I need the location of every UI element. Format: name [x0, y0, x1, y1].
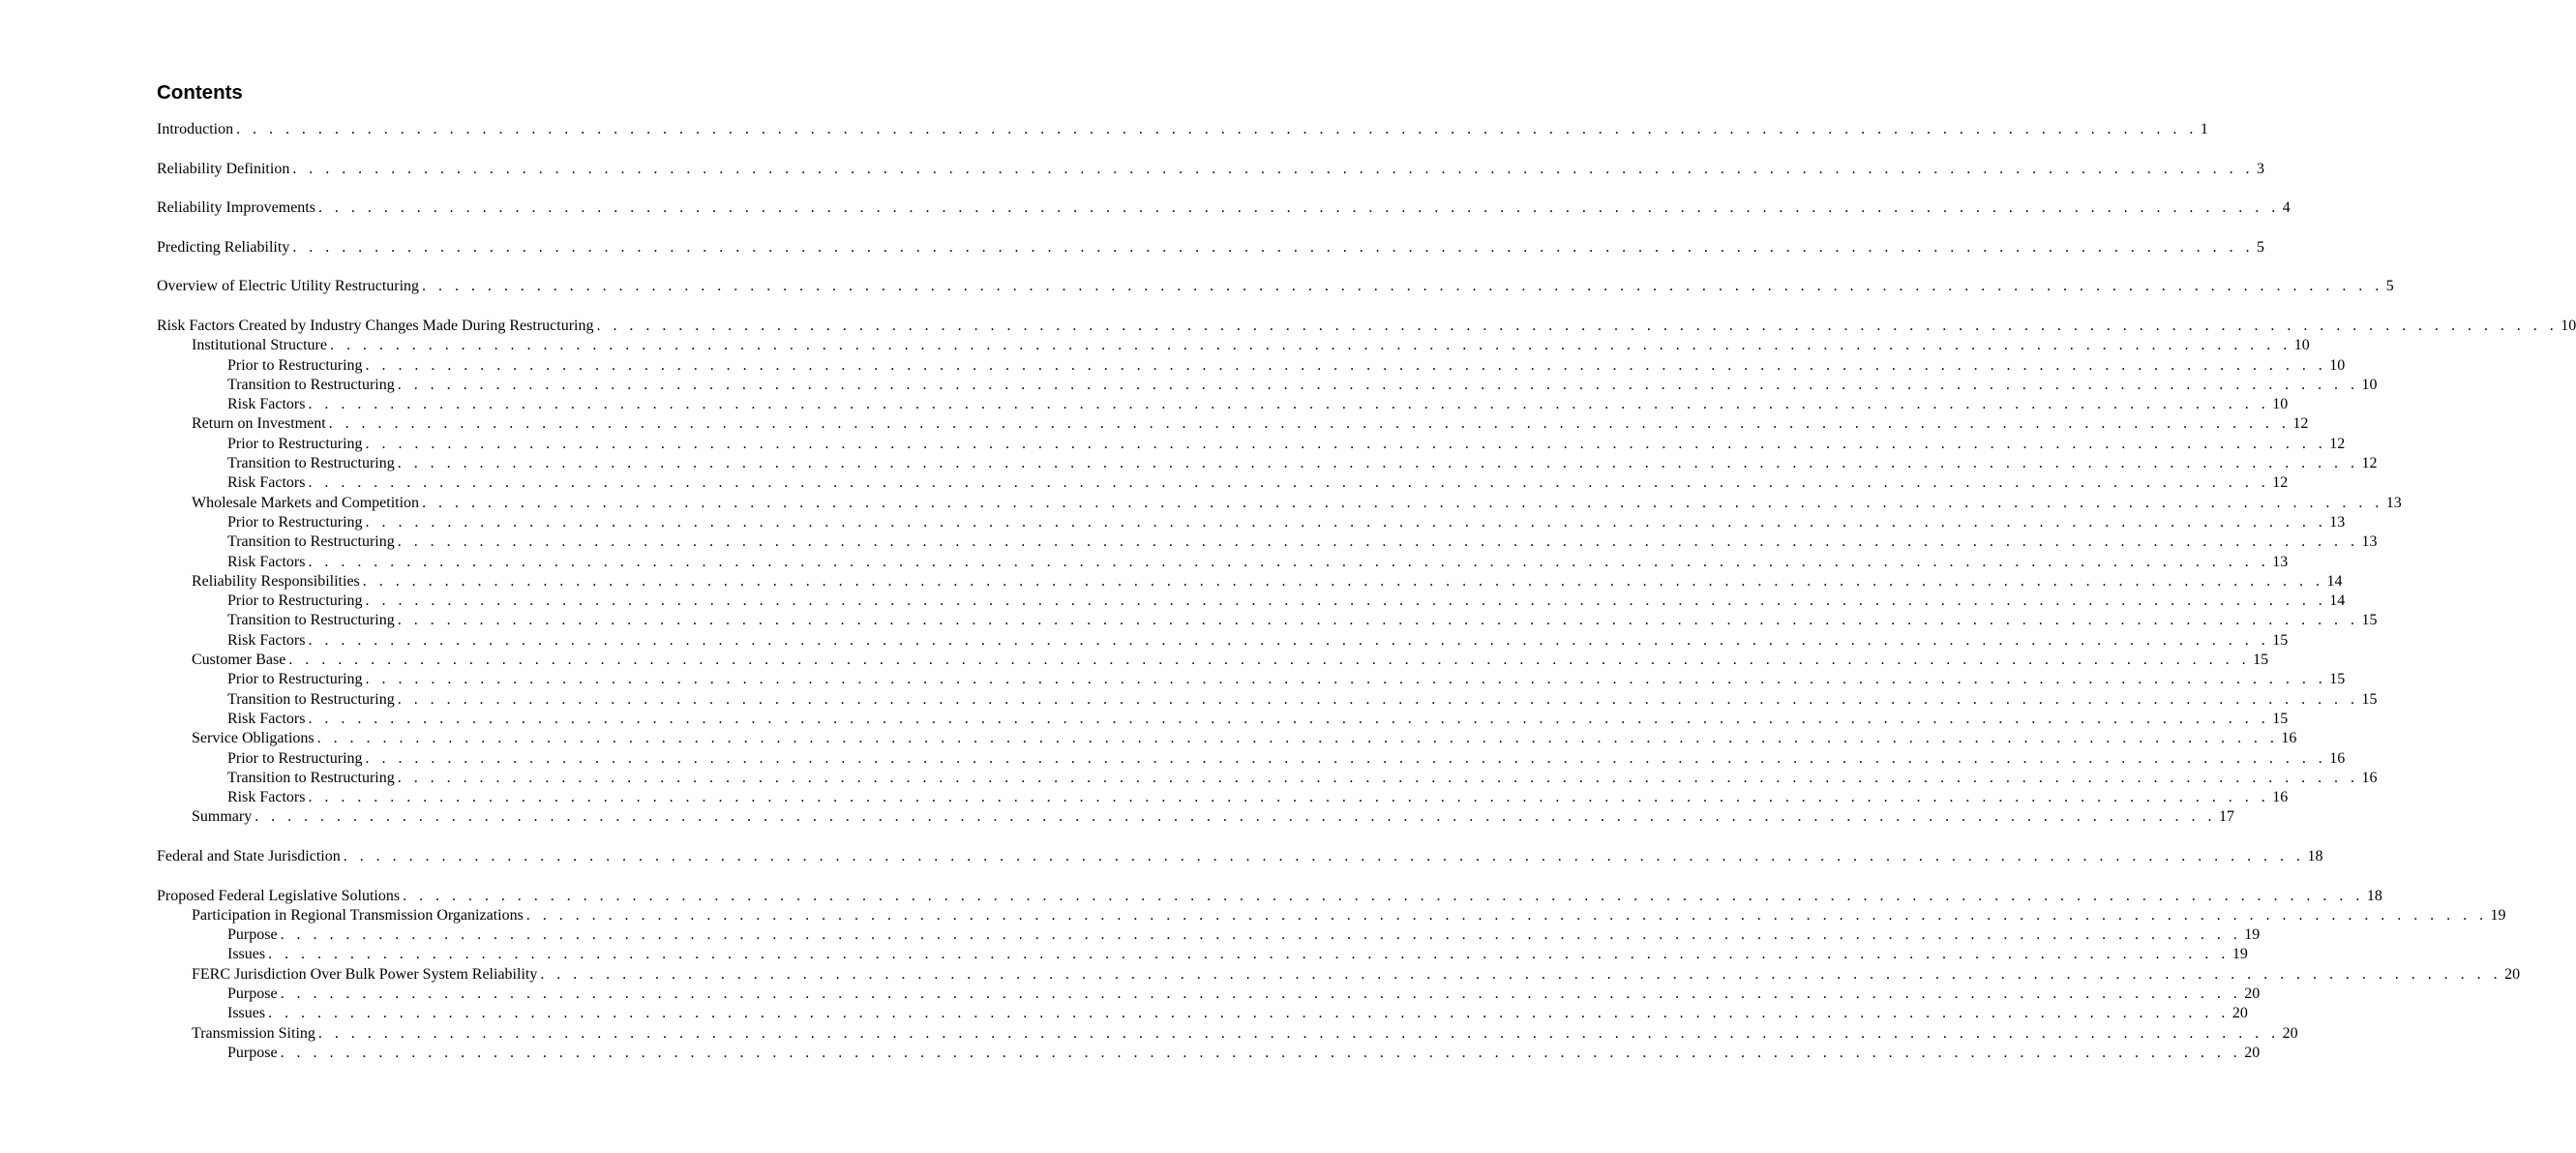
dot-leader: . . . . . . . . . . . . . . . . . . . . . . . . . . . . . . . . . . . . . . . . . . . . . . . . . . . . . . . . . . . . . . . . . . . . . . . . . . . . . . . . . . . . . . . . . . . . . . . . . . . . . . . . . . . . . . . . . . . . . . . . [397, 690, 2359, 708]
toc-entry [157, 198, 2291, 218]
toc-entry-page-number: 15 [2361, 612, 2378, 629]
dot-leader: . . . . . . . . . . . . . . . . . . . . . . . . . . . . . . . . . . . . . . . . . . . . . . . . . . . . . . . . . . . . . . . . . . . . . . . . . . . . . . . . . . . . . . . . . . . . . . . . . . . . . . . . . . . . . . . . . . . . . . . . [288, 652, 2251, 669]
toc-entry-title: Transmission Siting [192, 1024, 315, 1042]
toc-entry-title: Issues [227, 1005, 266, 1022]
toc-entry-title: Transition to Restructuring [227, 612, 395, 629]
dot-leader: . . . . . . . . . . . . . . . . . . . . . . . . . . . . . . . . . . . . . . . . . . . . . . . . . . . . . . . . . . . . . . . . . . . . . . . . . . . . . . . . . . . . . . . . . . . . . . . . . . . . . . . . . . . . . . . . . . . . . . . . [403, 887, 2364, 904]
toc-entry-page-number: 20 [2504, 965, 2521, 983]
toc-entry-page-number: 13 [2272, 553, 2289, 570]
toc-entry-title: Transition to Restructuring [227, 690, 395, 708]
toc-entry [157, 945, 2248, 964]
dot-leader: . . . . . . . . . . . . . . . . . . . . . . . . . . . . . . . . . . . . . . . . . . . . . . . . . . . . . . . . . . . . . . . . . . . . . . . . . . . . . . . . . . . . . . . . . . . . . . . . . . . . . . . . . . . . . . . . . . . . . . . . [365, 749, 2327, 767]
dot-leader: . . . . . . . . . . . . . . . . . . . . . . . . . . . . . . . . . . . . . . . . . . . . . . . . . . . . . . . . . . . . . . . . . . . . . . . . . . . . . . . . . . . . . . . . . . . . . . . . . . . . . . . . . . . . . . . . . . . . . . . . [365, 513, 2327, 531]
toc-entry-title: Purpose [227, 926, 278, 944]
toc-entry [157, 769, 2378, 788]
dot-leader: . . . . . . . . . . . . . . . . . . . . . . . . . . . . . . . . . . . . . . . . . . . . . . . . . . . . . . . . . . . . . . . . . . . . . . . . . . . . . . . . . . . . . . . . . . . . . . . . . . . . . . . . . . . . . . . . . . . . . . . . [308, 710, 2270, 727]
toc-entry-page-number: 19 [2490, 906, 2506, 924]
dot-leader: . . . . . . . . . . . . . . . . . . . . . . . . . . . . . . . . . . . . . . . . . . . . . . . . . . . . . . . . . . . . . . . . . . . . . . . . . . . . . . . . . . . . . . . . . . . . . . . . . . . . . . . . . . . . . . . . . . . . . . . . [596, 317, 2559, 334]
toc-entry-page-number: 17 [2218, 808, 2234, 826]
toc-entry-page-number: 13 [2385, 494, 2402, 511]
toc-entry-title: Purpose [227, 986, 278, 1003]
toc-entry [157, 414, 2309, 434]
toc-entry-title: Risk Factors [227, 396, 306, 413]
toc-entry-title: FERC Jurisdiction Over Bulk Power System Reliability [192, 965, 538, 983]
dot-leader: . . . . . . . . . . . . . . . . . . . . . . . . . . . . . . . . . . . . . . . . . . . . . . . . . . . . . . . . . . . . . . . . . . . . . . . . . . . . . . . . . . . . . . . . . . . . . . . . . . . . . . . . . . . . . . . . . . . . . . . . [397, 769, 2359, 786]
toc-entry-title: Risk Factors [227, 710, 306, 727]
dot-leader: . . . . . . . . . . . . . . . . . . . . . . . . . . . . . . . . . . . . . . . . . . . . . . . . . . . . . . . . . . . . . . . . . . . . . . . . . . . . . . . . . . . . . . . . . . . . . . . . . . . . . . . . . . . . . . . . . . . . . . . . [343, 847, 2305, 865]
toc-entry-title: Customer Base [192, 652, 286, 669]
toc-entry [157, 435, 2346, 454]
toc-entry-title: Return on Investment [192, 415, 326, 433]
toc-entry-page-number: 10 [2293, 337, 2310, 354]
dot-leader: . . . . . . . . . . . . . . . . . . . . . . . . . . . . . . . . . . . . . . . . . . . . . . . . . . . . . . . . . . . . . . . . . . . . . . . . . . . . . . . . . . . . . . . . . . . . . . . . . . . . . . . . . . . . . . . . . . . . . . . . [365, 671, 2327, 688]
contents-heading: Contents [157, 81, 243, 104]
toc-entry-page-number: 5 [2257, 238, 2265, 256]
toc-entry-page-number: 3 [2257, 160, 2265, 177]
toc-entry-page-number: 16 [2329, 749, 2346, 767]
toc-entry [157, 238, 2265, 258]
toc-entry [157, 454, 2378, 473]
toc-entry-title: Introduction [157, 121, 234, 137]
toc-entry-page-number: 16 [2281, 730, 2297, 747]
toc-entry-page-number: 15 [2272, 631, 2289, 649]
toc-entry-title: Federal and State Jurisdiction [157, 847, 341, 865]
toc-entry [157, 553, 2289, 572]
toc-entry [157, 788, 2289, 807]
dot-leader: . . . . . . . . . . . . . . . . . . . . . . . . . . . . . . . . . . . . . . . . . . . . . . . . . . . . . . . . . . . . . . . . . . . . . . . . . . . . . . . . . . . . . . . . . . . . . . . . . . . . . . . . . . . . . . . . . . . . . . . . [268, 1005, 2230, 1022]
dot-leader: . . . . . . . . . . . . . . . . . . . . . . . . . . . . . . . . . . . . . . . . . . . . . . . . . . . . . . . . . . . . . . . . . . . . . . . . . . . . . . . . . . . . . . . . . . . . . . . . . . . . . . . . . . . . . . . . . . . . . . . . [255, 808, 2216, 826]
dot-leader: . . . . . . . . . . . . . . . . . . . . . . . . . . . . . . . . . . . . . . . . . . . . . . . . . . . . . . . . . . . . . . . . . . . . . . . . . . . . . . . . . . . . . . . . . . . . . . . . . . . . . . . . . . . . . . . . . . . . . . . . [317, 1024, 2280, 1042]
toc-entry [157, 807, 2234, 827]
dot-leader: . . . . . . . . . . . . . . . . . . . . . . . . . . . . . . . . . . . . . . . . . . . . . . . . . . . . . . . . . . . . . . . . . . . . . . . . . . . . . . . . . . . . . . . . . . . . . . . . . . . . . . . . . . . . . . . . . . . . . . . . [540, 965, 2502, 983]
toc-entry [157, 120, 2208, 139]
toc-entry [157, 651, 2269, 670]
toc-entry-title: Transition to Restructuring [227, 533, 395, 551]
toc-entry [157, 847, 2323, 866]
dot-leader: . . . . . . . . . . . . . . . . . . . . . . . . . . . . . . . . . . . . . . . . . . . . . . . . . . . . . . . . . . . . . . . . . . . . . . . . . . . . . . . . . . . . . . . . . . . . . . . . . . . . . . . . . . . . . . . . . . . . . . . . [268, 946, 2230, 963]
toc-entry-page-number: 14 [2329, 592, 2346, 610]
toc-entry [157, 473, 2289, 493]
dot-leader: . . . . . . . . . . . . . . . . . . . . . . . . . . . . . . . . . . . . . . . . . . . . . . . . . . . . . . . . . . . . . . . . . . . . . . . . . . . . . . . . . . . . . . . . . . . . . . . . . . . . . . . . . . . . . . . . . . . . . . . . [397, 612, 2359, 629]
toc-entry-title: Purpose [227, 1044, 278, 1061]
toc-entry [157, 356, 2346, 376]
toc-list [157, 120, 2576, 1063]
toc-entry-page-number: 16 [2272, 789, 2289, 806]
toc-entry-title: Predicting Reliability [157, 238, 290, 256]
toc-entry-title: Risk Factors [227, 474, 306, 492]
dot-leader: . . . . . . . . . . . . . . . . . . . . . . . . . . . . . . . . . . . . . . . . . . . . . . . . . . . . . . . . . . . . . . . . . . . . . . . . . . . . . . . . . . . . . . . . . . . . . . . . . . . . . . . . . . . . . . . . . . . . . . . . [365, 435, 2327, 452]
toc-entry-page-number: 19 [2232, 946, 2248, 963]
toc-entry-page-number: 10 [2561, 317, 2576, 334]
toc-entry [157, 906, 2506, 925]
toc-entry-title: Risk Factors [227, 631, 306, 649]
toc-entry [157, 1044, 2261, 1063]
toc-entry-title: Summary [192, 808, 253, 826]
toc-entry-page-number: 12 [2272, 474, 2289, 492]
toc-entry-title: Reliability Definition [157, 160, 290, 177]
dot-leader: . . . . . . . . . . . . . . . . . . . . . . . . . . . . . . . . . . . . . . . . . . . . . . . . . . . . . . . . . . . . . . . . . . . . . . . . . . . . . . . . . . . . . . . . . . . . . . . . . . . . . . . . . . . . . . . . . . . . . . . . [308, 789, 2270, 806]
toc-entry-page-number: 15 [2253, 652, 2269, 669]
dot-leader: . . . . . . . . . . . . . . . . . . . . . . . . . . . . . . . . . . . . . . . . . . . . . . . . . . . . . . . . . . . . . . . . . . . . . . . . . . . . . . . . . . . . . . . . . . . . . . . . . . . . . . . . . . . . . . . . . . . . . . . . [422, 278, 2383, 295]
toc-entry [157, 1024, 2298, 1044]
toc-entry-page-number: 1 [2200, 121, 2208, 137]
toc-entry-title: Institutional Structure [192, 337, 327, 354]
toc-entry-page-number: 15 [2361, 690, 2378, 708]
dot-leader: . . . . . . . . . . . . . . . . . . . . . . . . . . . . . . . . . . . . . . . . . . . . . . . . . . . . . . . . . . . . . . . . . . . . . . . . . . . . . . . . . . . . . . . . . . . . . . . . . . . . . . . . . . . . . . . . . . . . . . . . [236, 121, 2198, 137]
toc-entry-title: Transition to Restructuring [227, 376, 395, 393]
toc-entry-page-number: 16 [2361, 769, 2378, 786]
toc-entry-page-number: 20 [2282, 1024, 2298, 1042]
toc-entry-page-number: 15 [2272, 710, 2289, 727]
toc-entry-title: Risk Factors [227, 553, 306, 570]
dot-leader: . . . . . . . . . . . . . . . . . . . . . . . . . . . . . . . . . . . . . . . . . . . . . . . . . . . . . . . . . . . . . . . . . . . . . . . . . . . . . . . . . . . . . . . . . . . . . . . . . . . . . . . . . . . . . . . . . . . . . . . . [280, 1044, 2242, 1061]
toc-entry [157, 494, 2402, 513]
toc-entry [157, 965, 2521, 985]
toc-entry [157, 611, 2378, 630]
toc-entry-title: Issues [227, 946, 266, 963]
toc-entry-title: Wholesale Markets and Competition [192, 494, 420, 511]
dot-leader: . . . . . . . . . . . . . . . . . . . . . . . . . . . . . . . . . . . . . . . . . . . . . . . . . . . . . . . . . . . . . . . . . . . . . . . . . . . . . . . . . . . . . . . . . . . . . . . . . . . . . . . . . . . . . . . . . . . . . . . . [308, 474, 2270, 492]
dot-leader: . . . . . . . . . . . . . . . . . . . . . . . . . . . . . . . . . . . . . . . . . . . . . . . . . . . . . . . . . . . . . . . . . . . . . . . . . . . . . . . . . . . . . . . . . . . . . . . . . . . . . . . . . . . . . . . . . . . . . . . . [317, 199, 2280, 217]
toc-entry-title: Risk Factors [227, 789, 306, 806]
toc-entry-page-number: 10 [2329, 356, 2346, 374]
toc-entry [157, 532, 2378, 552]
toc-entry-title: Risk Factors Created by Industry Changes Made During Restructuring [157, 317, 594, 334]
dot-leader: . . . . . . . . . . . . . . . . . . . . . . . . . . . . . . . . . . . . . . . . . . . . . . . . . . . . . . . . . . . . . . . . . . . . . . . . . . . . . . . . . . . . . . . . . . . . . . . . . . . . . . . . . . . . . . . . . . . . . . . . [422, 494, 2383, 511]
toc-entry [157, 395, 2289, 414]
dot-leader: . . . . . . . . . . . . . . . . . . . . . . . . . . . . . . . . . . . . . . . . . . . . . . . . . . . . . . . . . . . . . . . . . . . . . . . . . . . . . . . . . . . . . . . . . . . . . . . . . . . . . . . . . . . . . . . . . . . . . . . . [397, 455, 2359, 472]
toc-entry-page-number: 12 [2361, 455, 2378, 472]
toc-entry [157, 690, 2378, 710]
dot-leader: . . . . . . . . . . . . . . . . . . . . . . . . . . . . . . . . . . . . . . . . . . . . . . . . . . . . . . . . . . . . . . . . . . . . . . . . . . . . . . . . . . . . . . . . . . . . . . . . . . . . . . . . . . . . . . . . . . . . . . . . [308, 396, 2270, 413]
toc-entry [157, 572, 2343, 592]
dot-leader: . . . . . . . . . . . . . . . . . . . . . . . . . . . . . . . . . . . . . . . . . . . . . . . . . . . . . . . . . . . . . . . . . . . . . . . . . . . . . . . . . . . . . . . . . . . . . . . . . . . . . . . . . . . . . . . . . . . . . . . . [308, 631, 2270, 649]
toc-entry-page-number: 10 [2361, 376, 2378, 393]
toc-entry-page-number: 14 [2326, 572, 2343, 590]
toc-entry-title: Transition to Restructuring [227, 455, 395, 472]
toc-entry [157, 729, 2297, 748]
dot-leader: . . . . . . . . . . . . . . . . . . . . . . . . . . . . . . . . . . . . . . . . . . . . . . . . . . . . . . . . . . . . . . . . . . . . . . . . . . . . . . . . . . . . . . . . . . . . . . . . . . . . . . . . . . . . . . . . . . . . . . . . [397, 533, 2359, 551]
toc-entry [157, 1004, 2248, 1023]
toc-entry-page-number: 15 [2329, 671, 2346, 688]
toc-entry-title: Prior to Restructuring [227, 671, 363, 688]
dot-leader: . . . . . . . . . . . . . . . . . . . . . . . . . . . . . . . . . . . . . . . . . . . . . . . . . . . . . . . . . . . . . . . . . . . . . . . . . . . . . . . . . . . . . . . . . . . . . . . . . . . . . . . . . . . . . . . . . . . . . . . . [329, 337, 2291, 354]
toc-entry-title: Prior to Restructuring [227, 592, 363, 610]
dot-leader: . . . . . . . . . . . . . . . . . . . . . . . . . . . . . . . . . . . . . . . . . . . . . . . . . . . . . . . . . . . . . . . . . . . . . . . . . . . . . . . . . . . . . . . . . . . . . . . . . . . . . . . . . . . . . . . . . . . . . . . . [280, 926, 2242, 944]
toc-entry-page-number: 13 [2361, 533, 2378, 551]
toc-entry-page-number: 18 [2307, 847, 2323, 865]
dot-leader: . . . . . . . . . . . . . . . . . . . . . . . . . . . . . . . . . . . . . . . . . . . . . . . . . . . . . . . . . . . . . . . . . . . . . . . . . . . . . . . . . . . . . . . . . . . . . . . . . . . . . . . . . . . . . . . . . . . . . . . . [316, 730, 2279, 747]
dot-leader: . . . . . . . . . . . . . . . . . . . . . . . . . . . . . . . . . . . . . . . . . . . . . . . . . . . . . . . . . . . . . . . . . . . . . . . . . . . . . . . . . . . . . . . . . . . . . . . . . . . . . . . . . . . . . . . . . . . . . . . . [280, 986, 2242, 1003]
toc-entry-page-number: 20 [2244, 986, 2261, 1003]
dot-leader: . . . . . . . . . . . . . . . . . . . . . . . . . . . . . . . . . . . . . . . . . . . . . . . . . . . . . . . . . . . . . . . . . . . . . . . . . . . . . . . . . . . . . . . . . . . . . . . . . . . . . . . . . . . . . . . . . . . . . . . . [365, 592, 2327, 610]
toc-entry-title: Transition to Restructuring [227, 769, 395, 786]
toc-entry-title: Prior to Restructuring [227, 356, 363, 374]
toc-entry-title: Prior to Restructuring [227, 435, 363, 452]
toc-entry-title: Prior to Restructuring [227, 749, 363, 767]
dot-leader: . . . . . . . . . . . . . . . . . . . . . . . . . . . . . . . . . . . . . . . . . . . . . . . . . . . . . . . . . . . . . . . . . . . . . . . . . . . . . . . . . . . . . . . . . . . . . . . . . . . . . . . . . . . . . . . . . . . . . . . . [362, 572, 2324, 590]
toc-entry [157, 670, 2346, 689]
toc-entry [157, 887, 2382, 906]
dot-leader: . . . . . . . . . . . . . . . . . . . . . . . . . . . . . . . . . . . . . . . . . . . . . . . . . . . . . . . . . . . . . . . . . . . . . . . . . . . . . . . . . . . . . . . . . . . . . . . . . . . . . . . . . . . . . . . . . . . . . . . . [365, 356, 2327, 374]
toc-entry [157, 925, 2261, 945]
toc-entry-page-number: 20 [2232, 1005, 2248, 1022]
toc-entry [157, 376, 2378, 395]
toc-entry-page-number: 13 [2329, 513, 2346, 531]
toc-entry-title: Participation in Regional Transmission Organizations [192, 906, 524, 924]
toc-entry-page-number: 19 [2244, 926, 2261, 944]
toc-entry-page-number: 12 [2292, 415, 2309, 433]
toc-entry [157, 710, 2289, 729]
toc-entry [157, 317, 2576, 336]
toc-entry-page-number: 4 [2282, 199, 2291, 217]
toc-entry [157, 592, 2346, 611]
toc-entry-page-number: 10 [2272, 396, 2289, 413]
toc-entry [157, 277, 2394, 296]
toc-entry-page-number: 12 [2329, 435, 2346, 452]
toc-entry-page-number: 18 [2366, 887, 2382, 904]
toc-entry [157, 631, 2289, 651]
dot-leader: . . . . . . . . . . . . . . . . . . . . . . . . . . . . . . . . . . . . . . . . . . . . . . . . . . . . . . . . . . . . . . . . . . . . . . . . . . . . . . . . . . . . . . . . . . . . . . . . . . . . . . . . . . . . . . . . . . . . . . . . [292, 160, 2255, 177]
toc-entry-page-number: 5 [2385, 278, 2394, 295]
toc-entry-title: Overview of Electric Utility Restructuring [157, 278, 420, 295]
toc-entry-page-number: 20 [2244, 1044, 2261, 1061]
dot-leader: . . . . . . . . . . . . . . . . . . . . . . . . . . . . . . . . . . . . . . . . . . . . . . . . . . . . . . . . . . . . . . . . . . . . . . . . . . . . . . . . . . . . . . . . . . . . . . . . . . . . . . . . . . . . . . . . . . . . . . . . [308, 553, 2270, 570]
toc-entry-title: Service Obligations [192, 730, 315, 747]
dot-leader: . . . . . . . . . . . . . . . . . . . . . . . . . . . . . . . . . . . . . . . . . . . . . . . . . . . . . . . . . . . . . . . . . . . . . . . . . . . . . . . . . . . . . . . . . . . . . . . . . . . . . . . . . . . . . . . . . . . . . . . . [525, 906, 2488, 924]
dot-leader: . . . . . . . . . . . . . . . . . . . . . . . . . . . . . . . . . . . . . . . . . . . . . . . . . . . . . . . . . . . . . . . . . . . . . . . . . . . . . . . . . . . . . . . . . . . . . . . . . . . . . . . . . . . . . . . . . . . . . . . . [397, 376, 2359, 393]
dot-leader: . . . . . . . . . . . . . . . . . . . . . . . . . . . . . . . . . . . . . . . . . . . . . . . . . . . . . . . . . . . . . . . . . . . . . . . . . . . . . . . . . . . . . . . . . . . . . . . . . . . . . . . . . . . . . . . . . . . . . . . . [328, 415, 2291, 433]
toc-entry [157, 513, 2346, 532]
toc-entry [157, 749, 2346, 769]
toc-entry-title: Prior to Restructuring [227, 513, 363, 531]
toc-entry-title: Proposed Federal Legislative Solutions [157, 887, 401, 904]
toc-entry-title: Reliability Responsibilities [192, 572, 360, 590]
toc-entry [157, 336, 2310, 355]
toc-entry [157, 160, 2265, 179]
contents-page [157, 79, 2576, 1063]
dot-leader: . . . . . . . . . . . . . . . . . . . . . . . . . . . . . . . . . . . . . . . . . . . . . . . . . . . . . . . . . . . . . . . . . . . . . . . . . . . . . . . . . . . . . . . . . . . . . . . . . . . . . . . . . . . . . . . . . . . . . . . . [292, 238, 2255, 256]
toc-entry-title: Reliability Improvements [157, 199, 315, 217]
toc-entry [157, 985, 2261, 1004]
